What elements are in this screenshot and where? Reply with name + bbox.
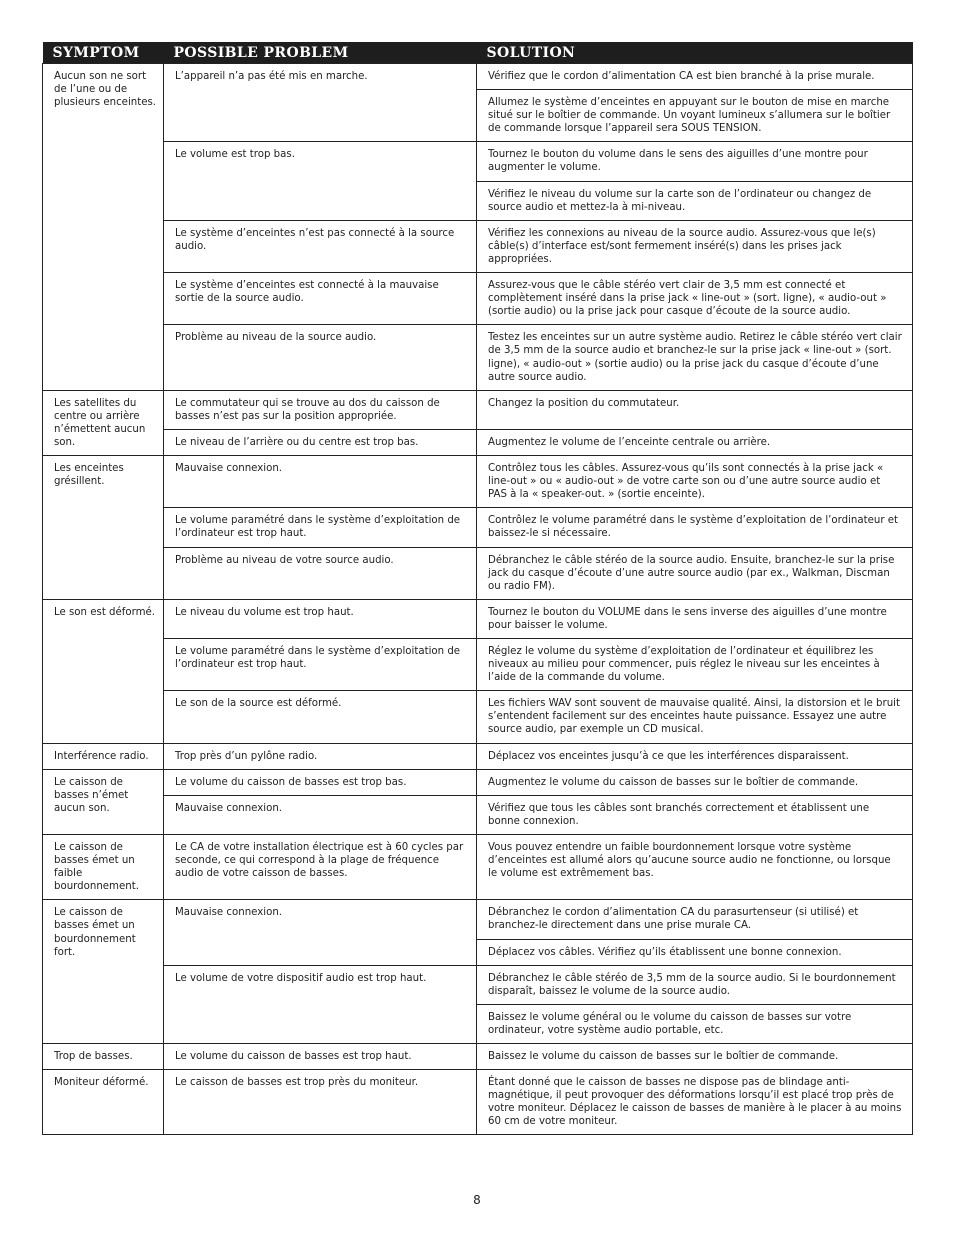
solution-cell: Déplacez vos câbles. Vérifiez qu’ils établissent une bonne connexion. [477,939,913,965]
problem-cell: Le volume de votre dispositif audio est trop haut. [164,965,477,1043]
problem-cell: Le système d’enceintes n’est pas connecté à la source audio. [164,220,477,272]
solution-cell: Débranchez le cordon d’alimentation CA du parasurtenseur (si utilisé) et branchez-le directement dans une prise murale CA. [477,900,913,939]
symptom-cell: Le caisson de basses émet un bourdonnement fort. [43,900,164,1044]
solution-cell: Contrôlez tous les câbles. Assurez-vous qu’ils sont connectés à la prise jack « line-out » ou « audio-out » de votre carte son ou d’une autre source audio et PAS à la « speaker-out. » (sortie enceinte). [477,456,913,508]
header-problem: POSSIBLE PROBLEM [164,42,477,64]
solution-cell: Vous pouvez entendre un faible bourdonnement lorsque votre système d’enceintes est allumé alors qu’aucune source audio ne fonctionne, ou lorsque le volume est extrêmement bas. [477,834,913,899]
symptom-cell: Le son est déformé. [43,599,164,743]
solution-cell: Assurez-vous que le câble stéréo vert clair de 3,5 mm est connecté et complètement inséré dans la prise jack « line-out » (sort. ligne), « audio-out » (sortie audio) ou la prise jack pour casque d’écoute de la source audio. [477,273,913,325]
problem-cell: L’appareil n’a pas été mis en marche. [164,64,477,142]
problem-cell: Le volume paramétré dans le système d’exploitation de l’ordinateur est trop haut. [164,639,477,691]
solution-cell: Vérifiez les connexions au niveau de la source audio. Assurez-vous que le(s) câble(s) d’interface est/sont fermement inséré(s) dans les prises jack appropriées. [477,220,913,272]
solution-cell: Réglez le volume du système d’exploitation de l’ordinateur et équilibrez les niveaux au milieu pour commencer, puis réglez le niveau sur les enceintes à l’aide de la commande du volume. [477,639,913,691]
solution-cell: Vérifiez le niveau du volume sur la carte son de l’ordinateur ou changez de source audio et mettez-la à mi-niveau. [477,181,913,220]
problem-cell: Problème au niveau de votre source audio. [164,547,477,599]
header-solution: SOLUTION [477,42,913,64]
symptom-cell: Moniteur déformé. [43,1070,164,1135]
solution-cell: Augmentez le volume du caisson de basses sur le boîtier de commande. [477,769,913,795]
table-row [43,599,913,638]
table-row [43,142,913,181]
table-row [43,834,913,899]
solution-cell: Débranchez le câble stéréo de 3,5 mm de la source audio. Si le bourdonnement disparaît, baissez le volume de la source audio. [477,965,913,1004]
table-row [43,965,913,1004]
symptom-cell: Le caisson de basses émet un faible bourdonnement. [43,834,164,899]
solution-cell: Vérifiez que le cordon d’alimentation CA est bien branché à la prise murale. [477,64,913,90]
table-row [43,390,913,429]
solution-cell: Changez la position du commutateur. [477,390,913,429]
table-row [43,220,913,272]
symptom-cell: Interférence radio. [43,743,164,769]
problem-cell: Le volume paramétré dans le système d’exploitation de l’ordinateur est trop haut. [164,508,477,547]
problem-cell: Mauvaise connexion. [164,456,477,508]
symptom-cell: Trop de basses. [43,1043,164,1069]
problem-cell: Le CA de votre installation électrique est à 60 cycles par seconde, ce qui correspond à la plage de fréquence audio de votre caisson de basses. [164,834,477,899]
table-row [43,325,913,390]
solution-cell: Allumez le système d’enceintes en appuyant sur le bouton de mise en marche situé sur le boîtier de commande. Un voyant lumineux s’allumera sur le boîtier de commande lorsque l’appareil sera SOUS TENSION. [477,90,913,142]
table-body [43,64,913,1135]
solution-cell: Déplacez vos enceintes jusqu’à ce que les interférences disparaissent. [477,743,913,769]
table-row [43,795,913,834]
solution-cell: Étant donné que le caisson de basses ne dispose pas de blindage anti-magnétique, il peut provoquer des déformations lorsqu’il est placé trop près de votre moniteur. Déplacez le caisson de basses de manière à le placer à au moins 60 cm de votre moniteur. [477,1070,913,1135]
header-row [43,42,913,64]
solution-cell: Contrôlez le volume paramétré dans le système d’exploitation de l’ordinateur et baissez-le si nécessaire. [477,508,913,547]
problem-cell: Le volume est trop bas. [164,142,477,220]
problem-cell: Le commutateur qui se trouve au dos du caisson de basses n’est pas sur la position appropriée. [164,390,477,429]
table-row [43,769,913,795]
problem-cell: Mauvaise connexion. [164,900,477,965]
solution-cell: Tournez le bouton du VOLUME dans le sens inverse des aiguilles d’une montre pour baisser le volume. [477,599,913,638]
table-row [43,273,913,325]
symptom-cell: Les enceintes grésillent. [43,456,164,600]
problem-cell: Mauvaise connexion. [164,795,477,834]
table-row [43,547,913,599]
problem-cell: Le niveau de l’arrière ou du centre est trop bas. [164,429,477,455]
solution-cell: Les fichiers WAV sont souvent de mauvaise qualité. Ainsi, la distorsion et le bruit s’entendent facilement sur des enceintes haute puissance. Essayez une autre source audio, par exemple un CD musical. [477,691,913,743]
troubleshooting-table [42,42,913,1135]
problem-cell: Le volume du caisson de basses est trop haut. [164,1043,477,1069]
table-row [43,508,913,547]
solution-cell: Tournez le bouton du volume dans le sens des aiguilles d’une montre pour augmenter le volume. [477,142,913,181]
table-row [43,429,913,455]
problem-cell: Le niveau du volume est trop haut. [164,599,477,638]
problem-cell: Le volume du caisson de basses est trop bas. [164,769,477,795]
solution-cell: Baissez le volume du caisson de basses sur le boîtier de commande. [477,1043,913,1069]
table-row [43,743,913,769]
solution-cell: Augmentez le volume de l’enceinte centrale ou arrière. [477,429,913,455]
problem-cell: Problème au niveau de la source audio. [164,325,477,390]
page-number: 8 [473,1193,481,1207]
solution-cell: Vérifiez que tous les câbles sont branchés correctement et établissent une bonne connexion. [477,795,913,834]
table-row [43,1070,913,1135]
table-row [43,456,913,508]
problem-cell: Le système d’enceintes est connecté à la mauvaise sortie de la source audio. [164,273,477,325]
problem-cell: Le son de la source est déformé. [164,691,477,743]
symptom-cell: Le caisson de basses n’émet aucun son. [43,769,164,834]
solution-cell: Baissez le volume général ou le volume du caisson de basses sur votre ordinateur, votre système audio portable, etc. [477,1004,913,1043]
table-row [43,639,913,691]
header-symptom: SYMPTOM [43,42,164,64]
table-row [43,1043,913,1069]
table-row [43,64,913,90]
problem-cell: Le caisson de basses est trop près du moniteur. [164,1070,477,1135]
table-row [43,691,913,743]
solution-cell: Testez les enceintes sur un autre système audio. Retirez le câble stéréo vert clair de 3,5 mm de la source audio et branchez-le sur la prise jack « line-out » (sort. ligne), « audio-out » (sortie audio) ou la prise jack du casque d’écoute d’une autre source audio. [477,325,913,390]
table-row [43,900,913,939]
problem-cell: Trop près d’un pylône radio. [164,743,477,769]
symptom-cell: Les satellites du centre ou arrière n’émettent aucun son. [43,390,164,455]
solution-cell: Débranchez le câble stéréo de la source audio. Ensuite, branchez-le sur la prise jack du casque d’écoute d’une autre source audio (par ex., Walkman, Discman ou radio FM). [477,547,913,599]
symptom-cell: Aucun son ne sort de l’une ou de plusieurs enceintes. [43,64,164,391]
